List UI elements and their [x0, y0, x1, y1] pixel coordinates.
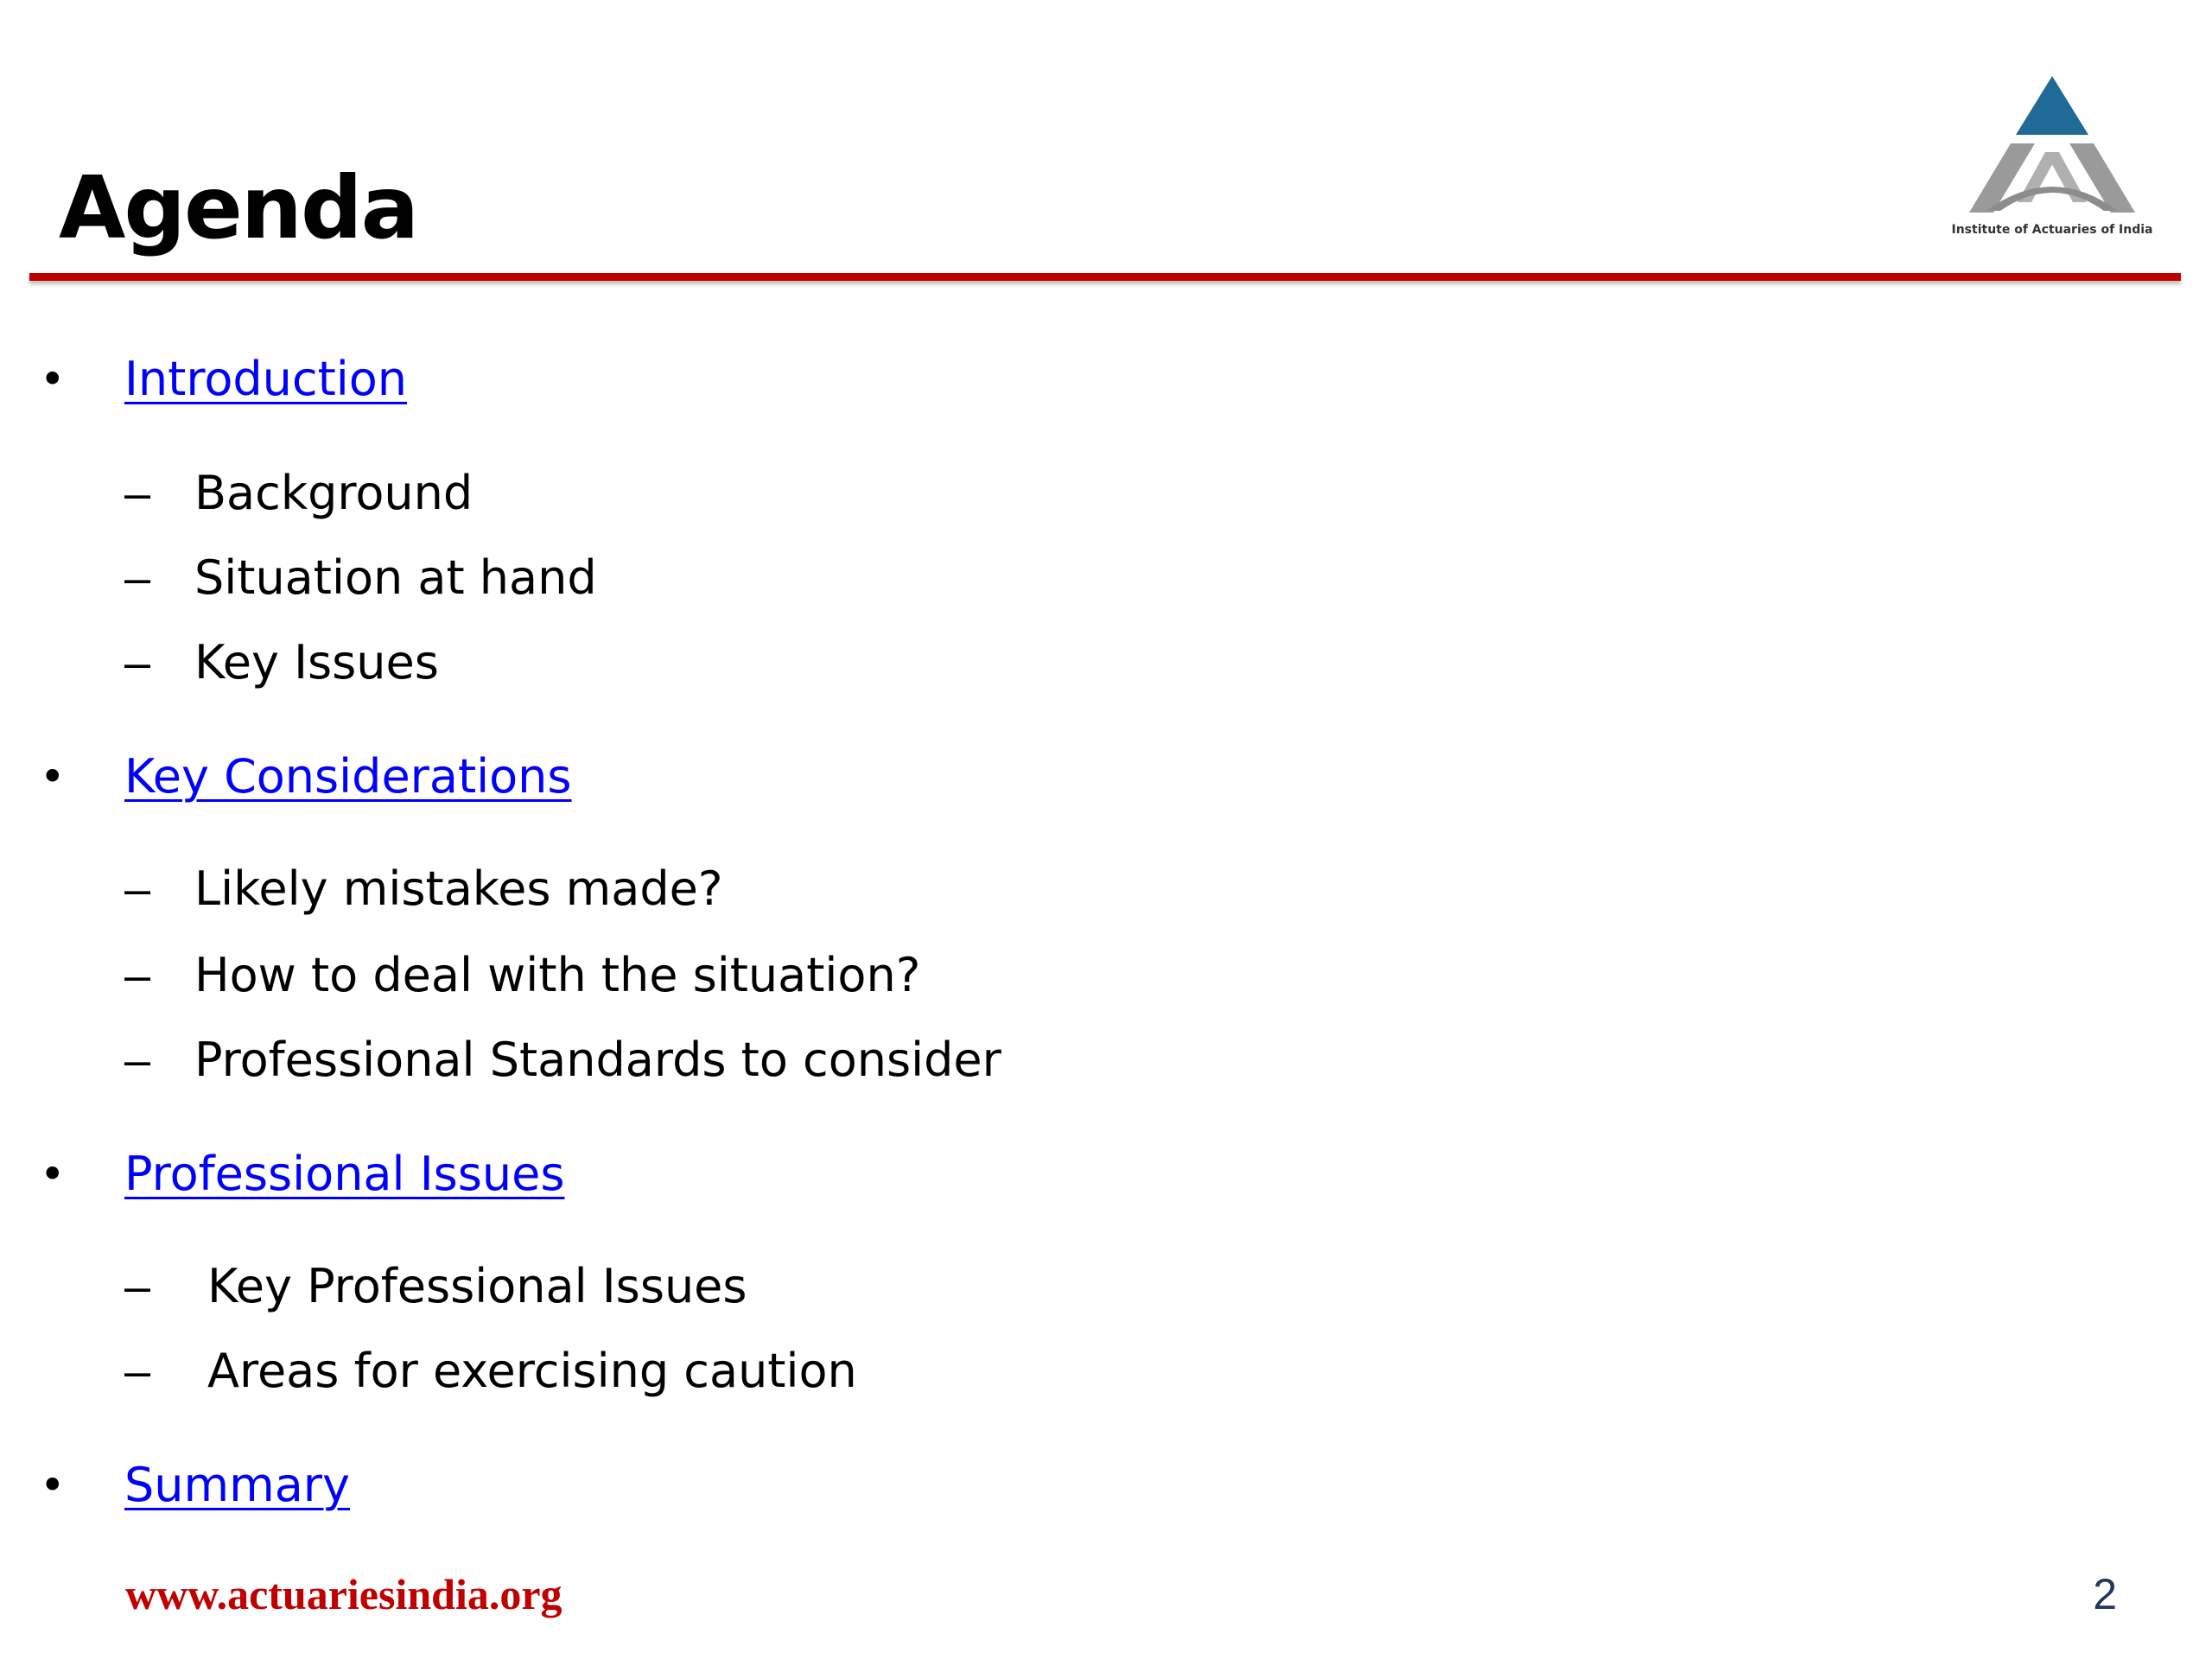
agenda-dash: – [124, 552, 151, 604]
link-professional-issues[interactable]: Professional Issues [124, 1147, 565, 1201]
agenda-dash: – [124, 467, 151, 519]
link-key-considerations[interactable]: Key Considerations [124, 749, 572, 804]
link-introduction[interactable]: Introduction [124, 352, 408, 406]
sub-item-situation-at-hand: Situation at hand [194, 550, 597, 605]
slide-title: Agenda [59, 157, 418, 258]
agenda-bullet: • [40, 752, 66, 802]
agenda-bullet: • [40, 354, 66, 404]
agenda-dash: – [124, 1345, 151, 1397]
sub-item-how-to-deal: How to deal with the situation? [194, 948, 921, 1002]
agenda-dash: – [124, 950, 151, 1001]
page-number: 2 [2093, 1570, 2117, 1618]
agenda-dash: – [124, 1034, 151, 1086]
sub-item-background: Background [194, 466, 474, 520]
agenda-bullet: • [40, 1460, 66, 1510]
footer-website-link[interactable]: www.actuariesindia.org [125, 1570, 563, 1618]
sub-item-likely-mistakes: Likely mistakes made? [194, 861, 723, 916]
agenda-dash: – [124, 863, 151, 915]
agenda-dash: – [124, 637, 151, 689]
link-summary[interactable]: Summary [124, 1458, 350, 1512]
sub-item-areas-for-caution: Areas for exercising caution [207, 1344, 857, 1398]
logo-caption: Institute of Actuaries of India [1951, 223, 2153, 237]
agenda-bullet: • [40, 1149, 66, 1199]
sub-item-key-issues: Key Issues [194, 635, 439, 690]
agenda-dash: – [124, 1261, 151, 1313]
sub-item-professional-standards: Professional Standards to consider [194, 1033, 1001, 1087]
sub-item-key-professional-issues: Key Professional Issues [207, 1259, 747, 1313]
